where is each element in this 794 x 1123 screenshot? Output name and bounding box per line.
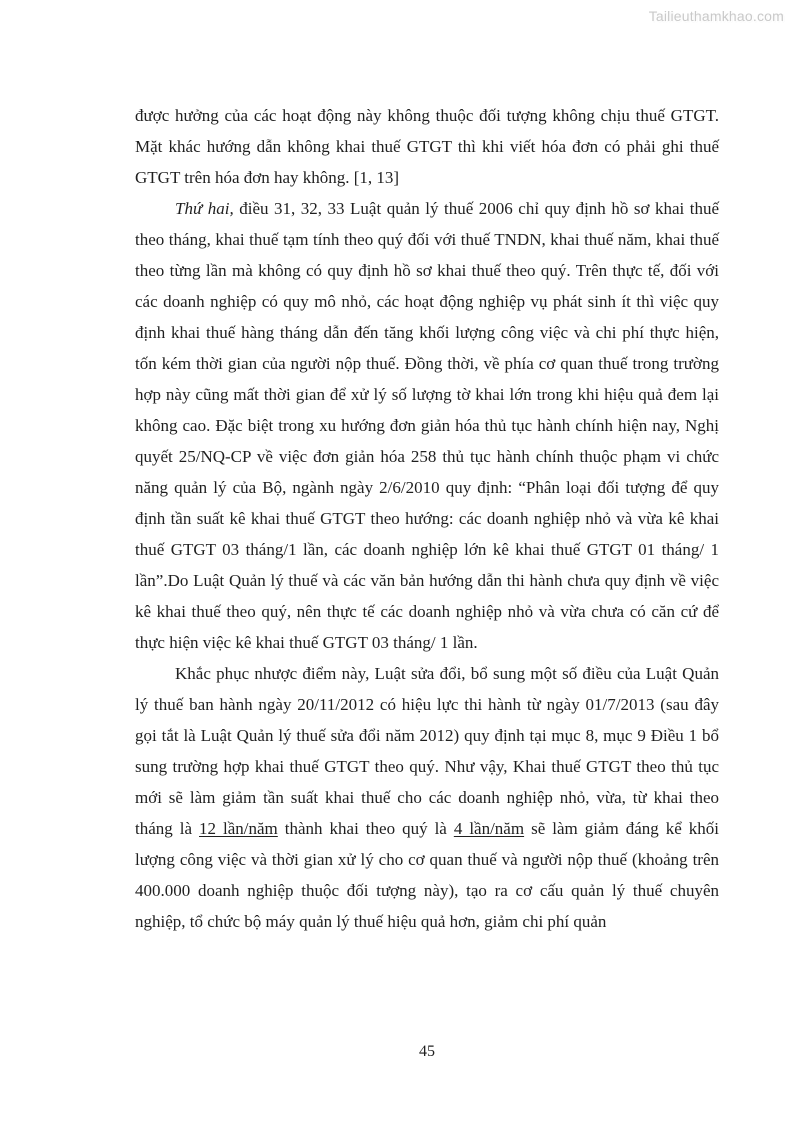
- paragraph-1-text: được hưởng của các hoạt động này không thuộc đối tượng không chịu thuế GTGT. Mặt khác hướng dẫn không khai thuế GTGT thì khi viết hóa đơn có phải ghi thuế GTGT trên hóa đơn hay không. [1, 13]: [135, 106, 719, 187]
- paragraph-3-run2: thành khai theo quý là: [277, 819, 454, 838]
- paragraph-2: [135, 193, 719, 658]
- page-number: 45: [419, 1043, 435, 1060]
- paragraph-1: [135, 100, 719, 193]
- text-block: [135, 100, 719, 937]
- paragraph-3-run3: sẽ làm giảm đáng kể khối lượng công việc và thời gian xử lý cho cơ quan thuế và người nộp thuế (khoảng trên 400.000 doanh nghiệp thuộc đối tượng này), tạo ra cơ cấu quản lý thuế chuyên nghiệp, tổ chức bộ máy quản lý thuế hiệu quả hơn, giảm chi phí quản: [135, 819, 720, 931]
- paragraph-2-text: điều 31, 32, 33 Luật quản lý thuế 2006 chỉ quy định hồ sơ khai thuế theo tháng, khai thuế tạm tính theo quý đối với thuế TNDN, khai thuế năm, khai thuế theo từng lần mà không có quy định hồ sơ khai thuế theo quý. Trên thực tế, đối với các doanh nghiệp có quy mô nhỏ, các hoạt động nghiệp vụ phát sinh ít thì việc quy định khai thuế hàng tháng dẫn đến tăng khối lượng công việc và chi phí thực hiện, tốn kém thời gian của người nộp thuế. Đồng thời, về phía cơ quan thuế trong trường hợp này cũng mất thời gian để xử lý số lượng tờ khai lớn trong khi hiệu quả đem lại không cao. Đặc biệt trong xu hướng đơn giản hóa thủ tục hành chính hiện nay, Nghị quyết 25/NQ-CP về việc đơn giản hóa 258 thủ tục hành chính thuộc phạm vi chức năng quản lý của Bộ, ngành ngày 2/6/2010 quy định: “Phân loại đối tượng để quy định tần suất kê khai thuế GTGT theo hướng: các doanh nghiệp nhỏ và vừa kê khai thuế GTGT 03 tháng/1 lần, các doanh nghiệp lớn kê khai thuế GTGT 01 tháng/ 1 lần”.Do Luật Quản lý thuế và các văn bản hướng dẫn thi hành chưa quy định về việc kê khai thuế theo quý, nên thực tế các doanh nghiệp nhỏ và vừa chưa có căn cứ để thực hiện việc kê khai thuế GTGT 03 tháng/ 1 lần.: [135, 199, 720, 652]
- watermark-text: Tailieuthamkhao.com: [648, 8, 784, 24]
- paragraph-3-run1: Khắc phục nhược điểm này, Luật sửa đổi, bổ sung một số điều của Luật Quản lý thuế ban hành ngày 20/11/2012 có hiệu lực thi hành từ ngày 01/7/2013 (sau đây gọi tắt là Luật Quản lý thuế sửa đổi năm 2012) quy định tại mục 8, mục 9 Điều 1 bổ sung trường hợp khai thuế GTGT theo quý. Như vậy, Khai thuế GTGT theo thủ tục mới sẽ làm giảm tần suất khai thuế cho các doanh nghiệp nhỏ, vừa, từ khai theo tháng là: [135, 664, 719, 838]
- paragraph-2-italic-lead: Thứ hai,: [175, 199, 234, 218]
- paragraph-3: [135, 658, 719, 937]
- paragraph-3-underlined-phrase-1: 12 lần/năm: [199, 819, 278, 838]
- paragraph-3-underlined-phrase-2: 4 lần/năm: [453, 819, 525, 838]
